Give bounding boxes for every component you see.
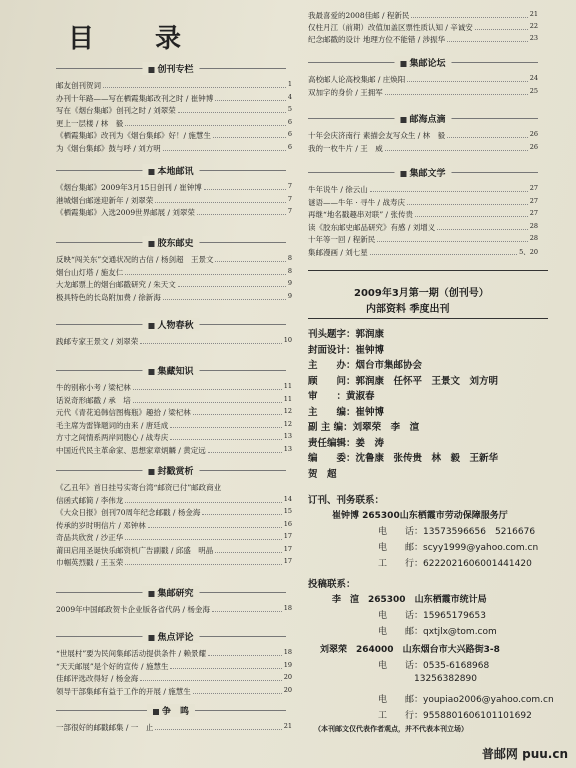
toc-leader xyxy=(407,197,528,205)
masthead-line: 贺 超 xyxy=(308,468,337,480)
toc-leader xyxy=(212,604,282,612)
toc-page-number: 12 xyxy=(283,419,292,428)
toc-page-number: 9 xyxy=(287,279,292,287)
toc-leader xyxy=(170,420,281,428)
toc-leader xyxy=(125,532,281,540)
toc-page-number: 7 xyxy=(287,207,292,215)
toc-entry-title: 《大众日报》创刊70周年纪念邮戳 / 杨金海 xyxy=(56,508,201,517)
toc-entry-title: 中国近代民主革命家、思想家章炳麟 / 黄定远 xyxy=(56,445,206,455)
toc-leader xyxy=(133,382,282,390)
toc-leader xyxy=(197,207,286,215)
toc-leader xyxy=(193,686,282,694)
toc-page-number: 5、20 xyxy=(519,247,538,256)
toc-entry xyxy=(56,686,292,697)
toc-leader xyxy=(125,118,286,126)
toc-leader xyxy=(437,222,527,230)
left-section-heading xyxy=(56,364,286,378)
toc-leader xyxy=(415,209,528,217)
toc-page-number: 6 xyxy=(287,142,292,151)
toc-leader xyxy=(202,507,281,515)
toc-entry-title: 纪念邮戳的设计 地理方位不能错 / 涉振华 xyxy=(308,35,446,44)
toc-entry xyxy=(56,382,292,393)
toc-entry-title: 《栖霞集邮》改刊为《烟台集邮》好！/ 施慧生 xyxy=(56,131,211,140)
toc-entry xyxy=(56,432,292,443)
toc-leader xyxy=(213,130,286,138)
toc-entry xyxy=(56,722,292,733)
page-title: 目 录 xyxy=(68,24,208,54)
toc-entry-title: 大龙邮票上的烟台邮戳研究 / 朱天文 xyxy=(56,280,176,289)
contact-bank: 工 行：6222021606001441420 xyxy=(378,559,532,569)
toc-entry-title: 我的一枚牛片 / 王 威 xyxy=(308,143,383,153)
masthead-line: 副 主 编：刘翠荣 李 渲 xyxy=(308,422,420,433)
contact-email: 电 邮：qxtjlx@tom.com xyxy=(378,627,497,637)
left-section-heading xyxy=(56,318,286,332)
toc-page-number: 14 xyxy=(283,494,292,503)
toc-page-number: 6 xyxy=(287,117,292,126)
contact-person: 刘翠荣 264000 山东烟台市大兴路街3-8 xyxy=(320,645,500,655)
toc-leader xyxy=(163,292,286,300)
toc-entry-title: 高校邮人论高校集邮 / 庄焕阳 xyxy=(308,75,406,84)
section-label: 集藏知识 xyxy=(157,367,194,377)
toc-entry xyxy=(56,445,292,456)
toc-entry xyxy=(308,130,538,141)
toc-entry xyxy=(56,507,292,518)
toc-leader xyxy=(193,407,282,415)
toc-page-number: 18 xyxy=(283,604,292,612)
contact-phone: 13256382890 xyxy=(414,674,477,684)
toc-entry-title: 邮友创刊贺词 xyxy=(56,81,101,90)
toc-entry-title: 话说奇形邮戳 / 承 培 xyxy=(56,395,131,405)
left-section-heading xyxy=(56,630,286,644)
contact-phone: 电 话：13573596656 5216676 xyxy=(378,527,536,537)
toc-entry-title: 更上一层楼 / 林 毅 xyxy=(56,118,124,128)
toc-entry-title: 双加字的身价 / 王拥军 xyxy=(308,87,383,97)
section-label: 创刊专栏 xyxy=(157,65,194,75)
toc-page-number: 9 xyxy=(287,291,292,300)
toc-entry xyxy=(56,395,292,406)
masthead-line: 刊头题字：郭润康 xyxy=(308,329,385,340)
toc-entry xyxy=(56,532,292,543)
section-marker-icon xyxy=(148,67,154,73)
toc-entry xyxy=(308,209,538,220)
left-section-heading xyxy=(56,704,286,718)
toc-leader xyxy=(140,336,281,344)
toc-entry-title: 十年等一回 / 程新民 xyxy=(308,235,376,244)
section-label: 焦点评论 xyxy=(157,633,194,643)
divider xyxy=(308,318,548,319)
toc-page-number: 26 xyxy=(529,130,538,138)
toc-leader xyxy=(411,10,527,18)
section-marker-icon xyxy=(148,591,154,597)
section-marker-icon xyxy=(148,241,154,247)
toc-entry xyxy=(56,93,292,104)
toc-entry xyxy=(56,80,292,91)
toc-entry-title: 集邮漫画 / 刘七星 xyxy=(308,247,368,257)
section-marker-icon xyxy=(400,61,406,67)
contact-phone: 电 话：15965179653 xyxy=(378,611,486,621)
section-marker-icon xyxy=(148,469,154,475)
toc-page-number: 11 xyxy=(283,382,292,390)
toc-entry-title: 2009年中国邮政贺卡企业版各省代码 / 杨金海 xyxy=(56,605,210,614)
toc-entry-title: 写在《烟台集邮》创刊之时 / 刘翠荣 xyxy=(56,106,176,115)
section-label: 邮海点滴 xyxy=(409,115,446,125)
contact-submission-heading: 投稿联系： xyxy=(308,579,356,590)
toc-page-number: 13 xyxy=(283,432,292,440)
toc-leader xyxy=(125,557,281,565)
section-label: 胶东邮史 xyxy=(157,239,194,249)
left-section-heading xyxy=(56,464,286,478)
toc-entry xyxy=(56,648,292,659)
toc-page-number: 20 xyxy=(283,673,292,681)
toc-entry-title: 方寸之间情系两岸同胞心 / 战寿庆 xyxy=(56,433,169,442)
section-label: 集邮研究 xyxy=(157,589,194,599)
toc-entry-title: “世展村”要为民间集邮活动提供条件 / 赖景耀 xyxy=(56,649,206,658)
left-section-heading xyxy=(56,62,286,76)
toc-entry xyxy=(56,292,292,303)
toc-page-number: 28 xyxy=(529,234,538,242)
toc-entry-title: 《乙丑年》首日挂号实寄台湾“邮资已付”邮政商业 xyxy=(56,483,222,492)
toc-entry xyxy=(56,604,292,615)
toc-page-number: 6 xyxy=(287,130,292,138)
toc-entry-title: 办刊十年路——写在栖霞集邮改刊之时 / 崔钟博 xyxy=(56,93,214,103)
toc-leader xyxy=(178,279,286,287)
toc-leader xyxy=(155,722,281,730)
toc-entry xyxy=(56,420,292,431)
toc-page-number: 13 xyxy=(283,444,292,453)
toc-entry xyxy=(308,87,538,98)
left-section-heading xyxy=(56,164,286,178)
toc-entry xyxy=(56,143,292,154)
toc-entry xyxy=(56,182,292,193)
toc-leader xyxy=(103,80,286,88)
toc-leader xyxy=(208,445,282,453)
toc-entry-title: 莆田启用圣诞快乐邮资机广告副戳 / 邱盛 明晶 xyxy=(56,545,214,555)
section-marker-icon xyxy=(148,369,154,375)
toc-leader xyxy=(148,520,282,528)
section-marker-icon xyxy=(400,117,406,123)
toc-entry xyxy=(56,407,292,418)
toc-entry xyxy=(56,130,292,141)
toc-leader xyxy=(178,105,286,113)
toc-entry xyxy=(56,661,292,672)
toc-page-number: 18 xyxy=(283,648,292,656)
masthead-line: 主 编：崔钟博 xyxy=(308,406,385,418)
right-section-heading xyxy=(308,112,538,126)
toc-page-number: 15 xyxy=(283,507,292,515)
toc-page-number: 7 xyxy=(287,194,292,203)
toc-entry-title: 十年会庆济南行 素描会友写众生 / 林 毅 xyxy=(308,131,446,140)
contact-subscribe-heading: 订刊、刊务联系： xyxy=(308,495,385,506)
toc-entry-title: 牛的别称小考 / 梁杞林 xyxy=(56,383,131,392)
toc-entry-title: 我最喜爱的2008佳邮 / 程新民 xyxy=(308,11,410,20)
section-label: 争 鸣 xyxy=(161,707,190,717)
toc-page-number: 17 xyxy=(283,532,292,540)
toc-entry-title: 再继“地名戳趣串对联” / 张传贵 xyxy=(308,210,413,219)
toc-leader xyxy=(377,234,527,242)
toc-entry-title: 元代《青花追韩信图梅瓶》趣拾 / 梁杞林 xyxy=(56,408,191,417)
left-section-heading xyxy=(56,586,286,600)
toc-entry xyxy=(56,267,292,278)
toc-leader xyxy=(170,661,281,669)
contact-bank: 工 行：9558801606101101692 xyxy=(378,711,532,721)
masthead-line: 编 委：沈鲁康 张传贵 林 毅 王新华 xyxy=(308,453,499,464)
toc-page-number: 27 xyxy=(529,209,538,217)
toc-entry-title: 反映“闯关东”交通状况的古信 / 杨剑超 王景文 xyxy=(56,255,214,264)
toc-entry-title: 奇品共欣赏 / 沙正华 xyxy=(56,533,124,542)
toc-leader xyxy=(155,195,286,203)
toc-entry-title: 践邮专家王景文 / 刘翠荣 xyxy=(56,337,139,346)
toc-page-number: 27 xyxy=(529,184,538,192)
toc-entry-title: 《栖霞集邮》入选2009世界邮展 / 刘翠荣 xyxy=(56,208,195,217)
toc-entry xyxy=(56,545,292,556)
toc-leader xyxy=(475,22,528,30)
toc-entry-title: 《烟台集邮》2009年3月15日创刊 / 崔钟博 xyxy=(56,183,202,192)
toc-entry xyxy=(308,184,538,195)
contact-person: 崔钟博 265300山东栖霞市劳动保障服务厅 xyxy=(332,511,508,521)
section-label: 本地邮讯 xyxy=(157,167,194,177)
toc-page-number: 8 xyxy=(287,266,292,275)
toc-page-number: 19 xyxy=(283,660,292,669)
toc-page-number: 17 xyxy=(283,544,292,553)
toc-page-number: 21 xyxy=(529,10,538,18)
toc-entry xyxy=(308,222,538,233)
toc-leader xyxy=(125,267,286,275)
toc-leader xyxy=(407,74,527,82)
toc-entry xyxy=(56,279,292,290)
toc-entry xyxy=(56,118,292,129)
toc-page-number: 8 xyxy=(287,254,292,262)
toc-page-number: 10 xyxy=(283,336,292,344)
toc-page-number: 12 xyxy=(283,407,292,415)
section-marker-icon xyxy=(148,169,154,175)
section-marker-icon xyxy=(400,171,406,177)
masthead-line: 审 ：黄淑春 xyxy=(308,391,375,402)
left-column xyxy=(56,0,296,768)
section-marker-icon xyxy=(148,635,154,641)
contact-person: 李 渲 265300 山东栖霞市统计局 xyxy=(332,595,487,605)
toc-entry-title: 传承的岁时明信片 / 邓钟林 xyxy=(56,520,146,530)
issue-date: 2009年3月第一期（创刊号） xyxy=(354,288,489,299)
toc-leader xyxy=(215,254,285,262)
toc-leader xyxy=(370,247,517,255)
toc-entry-title: 仅柱月江（前期）改值加盖区票性质认知 / 辛诚安 xyxy=(308,23,473,32)
contact-email: 电 邮：youpiao2006@yahoo.com.cn xyxy=(378,695,554,705)
toc-entry-title: 佳邮评选改得好 / 杨金海 xyxy=(56,674,139,683)
masthead-line: 封面设计：崔钟博 xyxy=(308,344,385,356)
toc-page-number: 22 xyxy=(529,22,538,30)
toc-entry-title: 烟台山灯塔 / 施友仁 xyxy=(56,267,124,277)
toc-leader xyxy=(125,495,281,503)
toc-page-number: 11 xyxy=(283,394,292,403)
toc-entry xyxy=(56,482,292,493)
toc-entry-title: 港城烟台邮迷迎新年 / 刘翠荣 xyxy=(56,195,154,205)
toc-entry xyxy=(308,22,538,33)
section-label: 封戳赏析 xyxy=(157,467,194,477)
toc-entry xyxy=(308,74,538,85)
toc-page-number: 24 xyxy=(529,74,538,82)
toc-entry xyxy=(56,557,292,568)
toc-entry-title: 信函式邮简 / 李伟龙 xyxy=(56,495,124,505)
site-watermark[interactable]: 普邮网 puu.cn xyxy=(481,747,568,761)
section-marker-icon xyxy=(153,709,159,715)
toc-page-number: 7 xyxy=(287,182,292,190)
toc-entry-title: 一部很好的邮戳邮集 / 一 止 xyxy=(56,723,154,732)
toc-entry xyxy=(56,520,292,531)
contact-email: 电 邮：scyy1999@yahoo.com.cn xyxy=(378,543,539,553)
toc-leader xyxy=(170,432,281,440)
toc-leader xyxy=(385,143,528,151)
masthead-line: 顾 问：郭润康 任怀平 王景文 刘方明 xyxy=(308,375,499,387)
divider xyxy=(308,270,548,271)
toc-entry-title: 为《烟台集邮》鼓与呼 / 刘方明 xyxy=(56,143,161,153)
toc-entry-title: 极具特色的长岛附加费 / 徐新海 xyxy=(56,292,161,302)
toc-entry xyxy=(308,10,538,21)
toc-leader xyxy=(447,34,528,42)
toc-page-number: 5 xyxy=(287,105,292,113)
section-label: 人物春秋 xyxy=(157,321,194,331)
toc-page-number: 27 xyxy=(529,196,538,205)
toc-entry-title: 读《胶东邮史邮品研究》有感 / 刘增义 xyxy=(308,222,436,232)
toc-entry xyxy=(308,197,538,208)
toc-leader xyxy=(133,395,282,403)
left-section-heading xyxy=(56,236,286,250)
toc-entry xyxy=(308,143,538,154)
toc-entry-title: 牛年说牛 / 徐云山 xyxy=(308,185,368,194)
toc-leader xyxy=(163,143,286,151)
toc-leader xyxy=(385,87,528,95)
toc-entry-title: “天天邮展”是个好的宣传 / 施慧生 xyxy=(56,661,169,671)
section-marker-icon xyxy=(148,323,154,329)
toc-leader xyxy=(370,184,528,192)
toc-leader xyxy=(215,545,281,553)
contact-phone: 电 话：0535-6168968 xyxy=(378,661,490,671)
right-column xyxy=(308,0,558,768)
toc-entry xyxy=(56,673,292,684)
toc-leader xyxy=(208,648,282,656)
masthead-line: 主 办：烟台市集邮协会 xyxy=(308,360,423,371)
toc-leader xyxy=(204,182,286,190)
issue-note: 内部资料 季度出刊 xyxy=(366,304,450,315)
toc-leader xyxy=(140,673,281,681)
toc-page-number: 26 xyxy=(529,142,538,151)
toc-page-number: 20 xyxy=(283,685,292,694)
toc-entry xyxy=(308,234,538,245)
toc-entry xyxy=(56,495,292,506)
toc-entry xyxy=(56,336,292,347)
toc-entry xyxy=(56,207,292,218)
toc-leader xyxy=(447,130,528,138)
toc-entry xyxy=(308,34,538,45)
toc-entry xyxy=(56,195,292,206)
toc-leader xyxy=(215,93,286,101)
masthead-line: 责任编辑：姜 涛 xyxy=(308,437,385,449)
toc-page-number: 17 xyxy=(283,557,292,565)
toc-page-number: 1 xyxy=(287,80,292,88)
toc-page-number: 21 xyxy=(283,722,292,730)
section-label: 集邮论坛 xyxy=(409,59,446,69)
toc-entry-title: 巾帼英烈戳 / 王玉荣 xyxy=(56,558,124,567)
toc-entry xyxy=(308,247,538,258)
toc-entry-title: 谜语——牛年 · 寻牛 / 战寿庆 xyxy=(308,197,405,207)
toc-page-number: 25 xyxy=(529,86,538,95)
toc-entry xyxy=(56,254,292,265)
toc-page-number: 16 xyxy=(283,519,292,528)
toc-page-number: 23 xyxy=(529,34,538,42)
toc-entry xyxy=(56,105,292,116)
section-label: 集邮文学 xyxy=(409,169,446,179)
toc-entry-title: 领导干部集邮有益于工作的开展 / 施慧生 xyxy=(56,686,191,696)
right-section-heading xyxy=(308,166,538,180)
footnote: （本刊邮文仅代表作者观点，并不代表本刊立场） xyxy=(314,725,468,733)
toc-page-number: 28 xyxy=(529,221,538,230)
right-section-heading xyxy=(308,56,538,70)
toc-page-number: 4 xyxy=(287,92,292,101)
toc-entry-title: 毛主席为雷锋题词的由来 / 唐廷成 xyxy=(56,420,169,430)
